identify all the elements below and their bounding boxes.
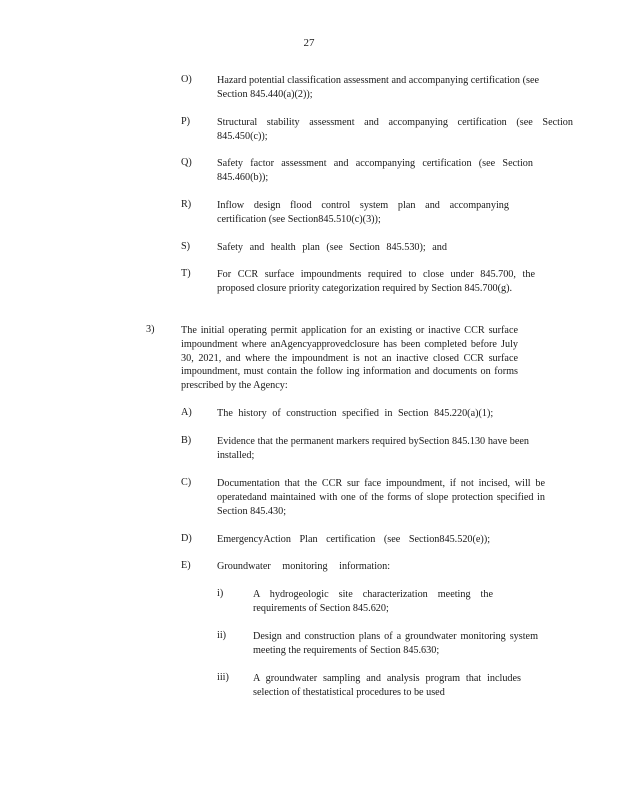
page-number: 27 — [303, 37, 315, 49]
item-text: Documentation that the CCR sur face impoundment, if not incised, will be operatedand maintained with one of the forms of slope protection specified in Section 845.430; — [217, 478, 545, 517]
item-text: For CCR surface impoundments required to close under 845.700, the proposed closure priority categorization required by Section 845.700(g). — [217, 269, 535, 294]
item-label: B) — [181, 435, 192, 446]
item-text: Safety and health plan (see Section 845.530); and — [217, 242, 447, 253]
item-label: S) — [181, 241, 191, 252]
item-text: EmergencyAction Plan certification (see Section845.520(e)); — [217, 534, 491, 545]
item-text: Design and construction plans of a groundwater monitoring system meeting the requirements of Section 845.630; — [253, 631, 538, 656]
item-text: A groundwater sampling and analysis program that includes selection of thestatistical procedures to be used — [253, 673, 521, 698]
item-label: ii) — [217, 630, 227, 641]
item-text: The initial operating permit application for an existing or inactive CCR surface impoundment where anAgencyapprovedclosure has been completed before July 30, 2021, and where the impoundment is not an inactive closed CCR surface impoundment, must contain the follow ing information and documents on forms prescribed by the Agency: — [181, 325, 518, 392]
item-label: iii) — [217, 672, 229, 683]
item-text: Structural stability assessment and accompanying certification (see Section 845.450(c)); — [217, 117, 573, 142]
item-label: A) — [181, 407, 192, 418]
item-label: P) — [181, 116, 191, 127]
item-label: 3) — [146, 324, 155, 335]
item-label: i) — [217, 588, 224, 599]
item-label: E) — [181, 560, 191, 571]
item-label: O) — [181, 74, 192, 85]
item-label: C) — [181, 477, 192, 488]
item-text: The history of construction specified in Section 845.220(a)(1); — [217, 408, 494, 419]
item-text: Hazard potential classification assessment and accompanying certification (see Section 845.440(a)(2)); — [217, 75, 539, 100]
item-label: R) — [181, 199, 192, 210]
item-text: Safety factor assessment and accompanying certification (see Section 845.460(b)); — [217, 158, 533, 183]
item-label: T) — [181, 268, 191, 279]
item-text: Inflow design flood control system plan and accompanying certification (see Section845.510(c)(3)); — [217, 200, 509, 225]
item-text: A hydrogeologic site characterization meeting the requirements of Section 845.620; — [253, 589, 493, 614]
item-text: Evidence that the permanent markers required bySection 845.130 have been installed; — [217, 436, 529, 461]
item-text: Groundwater monitoring information: — [217, 561, 391, 572]
item-label: Q) — [181, 157, 192, 168]
item-label: D) — [181, 533, 192, 544]
